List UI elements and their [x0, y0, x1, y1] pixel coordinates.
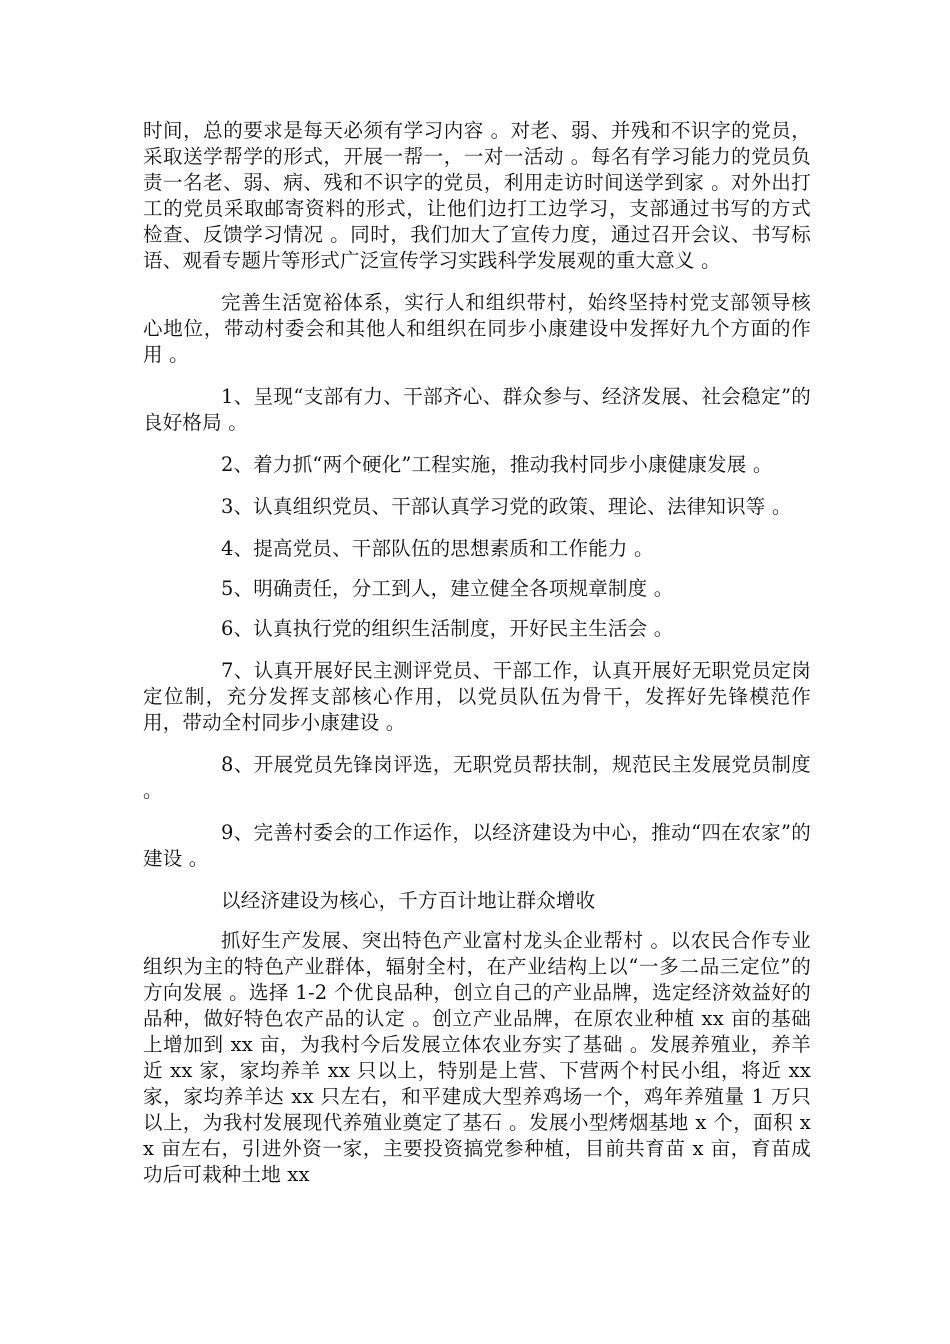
list-item-3: 3、认真组织党员、干部认真学习党的政策、理论、法律知识等 。	[221, 495, 792, 518]
list-item-8: 8、开展党员先锋岗评选，无职党员帮扶制，规范民主发展党员制度 。	[143, 753, 811, 802]
document-page	[143, 118, 811, 1204]
list-item-7: 7、认真开展好民主测评党员、干部工作，认真开展好无职党员定岗定位制，充分发挥支部核心作用，以党员队伍为骨干，发挥好先锋模范作用，带动全村同步小康建设 。	[143, 659, 811, 734]
list-item-4: 4、提高党员、干部队伍的思想素质和工作能力 。	[221, 537, 654, 560]
paragraph-industry-development: 抓好生产发展、突出特色产业富村龙头企业帮村 。以农民合作专业组织为主的特色产业群体，辐射全村，在产业结构上以“一多二品三定位”的方向发展 。选择 1-2 个优良品种，创立自己的产业品牌，选定经济效益好的品种，做好特色农产品的认定 。创立产业品牌，在原农业种植 xx 亩的基础上增加到 xx 亩，为我村今后发展立体农业夯实了基础 。发展养殖业，养羊近 xx 家，家均养羊 xx 只以上，特别是上营、下营两个村民小组，将近 xx 家，家均养羊达 xx 只左右，和平建成大型养鸡场一个，鸡年养殖量 1 万只以上，为我村发展现代养殖业奠定了基石 。发展小型烤烟基地 x 个，面积 xx 亩左右，引进外资一家，主要投资搞党参种植，目前共育苗 x 亩，育苗成功后可栽种土地 xx	[143, 929, 811, 1186]
section-heading-economy: 以经济建设为核心，千方百计地让群众增收	[221, 889, 596, 912]
list-item-1: 1、呈现“支部有力、干部齐心、群众参与、经济发展、社会稳定”的良好格局 。	[143, 385, 811, 434]
paragraph-living-system: 完善生活宽裕体系，实行人和组织带村，始终坚持村党支部领导核心地位，带动村委会和其他人和组织在同步小康建设中发挥好九个方面的作用 。	[143, 291, 811, 366]
list-item-9: 9、完善村委会的工作运作，以经济建设为中心，推动“四在农家”的建设 。	[143, 821, 811, 870]
list-item-6: 6、认真执行党的组织生活制度，开好民主生活会 。	[221, 617, 674, 640]
list-item-5: 5、明确责任，分工到人，建立健全各项规章制度 。	[221, 577, 674, 600]
list-item-2: 2、着力抓“两个硬化”工程实施，推动我村同步小康健康发展 。	[221, 453, 773, 476]
paragraph-study-arrangements: 时间，总的要求是每天必须有学习内容 。对老、弱、并残和不识字的党员，采取送学帮学的形式，开展一帮一，一对一活动 。每名有学习能力的党员负责一名老、弱、病、残和不识字的党员，利用走访时间送学到家 。对外出打工的党员采取邮寄资料的形式，让他们边打工边学习，支部通过书写的方式检查、反馈学习情况 。同时，我们加大了宣传力度，通过召开会议、书写标语、观看专题片等形式广泛宣传学习实践科学发展观的重大意义 。	[143, 119, 811, 272]
